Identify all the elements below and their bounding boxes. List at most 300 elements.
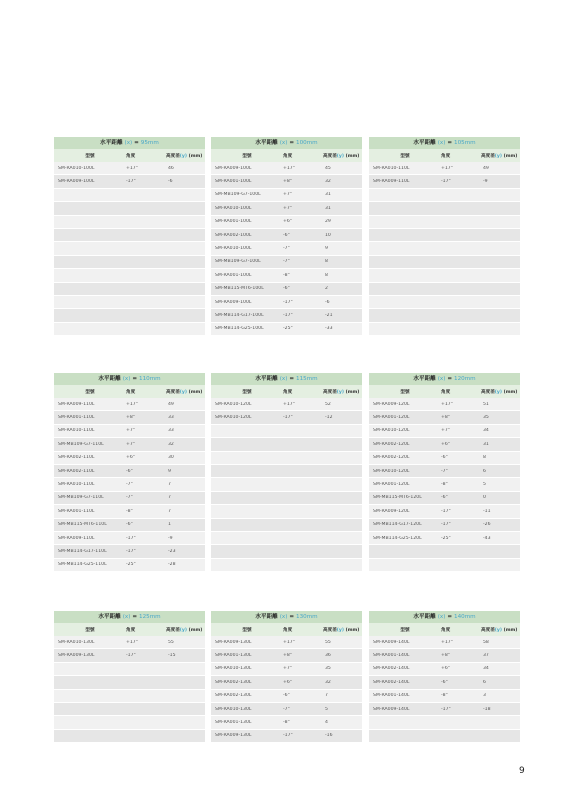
cell-angle: -8° [441,482,448,488]
table-row [54,202,205,215]
table-row [54,323,205,336]
table-header [369,623,520,636]
cell-angle: -7° [126,495,133,501]
table-row [369,411,520,424]
header-model: 型號 [400,153,410,159]
table-row [369,465,520,478]
cell-height: 4 [325,720,328,726]
cell-height: -15 [168,653,176,659]
cell-model: SM-MB114-G17-100L [215,312,264,318]
header-model: 型號 [242,153,252,159]
cell-height: -23 [168,548,176,554]
header-model: 型號 [400,627,410,633]
header-height: 高度差(y) (mm) [323,153,360,159]
table-body [54,398,205,572]
cell-height: 8 [325,272,328,278]
cell-height: -43 [483,535,491,541]
cell-angle: -6° [441,495,448,501]
table-row [54,175,205,188]
cell-model: SM-RA001-130L [215,720,252,726]
cell-height: 6 [483,468,486,474]
table-row [54,505,205,518]
cell-height: 55 [168,639,174,645]
cell-angle: +6° [441,666,451,672]
table-row [211,465,362,478]
table-row [54,296,205,309]
cell-height: 35 [325,666,331,672]
table-row [369,663,520,676]
cell-model: SM-RA001-100L [215,219,252,225]
table-row [54,730,205,743]
cell-angle: -8° [441,693,448,699]
distance-table [369,373,520,572]
cell-height: 32 [325,179,331,185]
table-row [211,545,362,558]
cell-angle: +7° [283,192,293,198]
table-row [211,256,362,269]
cell-height: 34 [483,666,489,672]
cell-height: 33 [168,428,174,434]
table-row [54,545,205,558]
table-title: 水平距離 (x) = 140mm [369,611,520,623]
table-title: 水平距離 (x) = 100mm [211,137,362,149]
table-row [211,716,362,729]
cell-height: 33 [168,415,174,421]
table-row [369,229,520,242]
distance-table [211,373,362,572]
cell-angle: -6° [283,286,290,292]
table-row [211,398,362,411]
table-row [211,636,362,649]
cell-model: SM-RA009-100L [215,299,252,305]
cell-model: SM-RA010-120L [215,401,252,407]
cell-model: SM-MB109-G7-110L [58,441,104,447]
table-body [369,636,520,743]
cell-angle: +6° [126,455,136,461]
cell-angle: -6° [441,679,448,685]
table-row [369,730,520,743]
cell-angle: +17° [283,401,295,407]
cell-height: 52 [325,401,331,407]
cell-height: 51 [483,401,489,407]
table-row [211,559,362,572]
table-row [211,730,362,743]
table-row [54,649,205,662]
cell-model: SM-MB114-G25-100L [215,326,264,332]
table-row [211,202,362,215]
cell-model: SM-RA001-140L [373,693,410,699]
table-row [211,663,362,676]
header-angle: 角度 [441,153,451,159]
cell-height: 34 [483,428,489,434]
table-row [54,425,205,438]
cell-angle: +17° [441,165,453,171]
cell-angle: -7° [126,482,133,488]
cell-angle: -17° [441,522,451,528]
cell-angle: -25° [441,535,451,541]
cell-height: 31 [325,205,331,211]
cell-model: SM-RA010-110L [58,482,95,488]
table-header [369,149,520,162]
table-body [211,162,362,336]
cell-angle: +7° [441,428,451,434]
cell-angle: -17° [283,299,293,305]
table-title: 水平距離 (x) = 110mm [54,373,205,385]
cell-height: 31 [325,192,331,198]
cell-height: 5 [325,706,328,712]
cell-height: 36 [325,653,331,659]
table-row [369,703,520,716]
table-row [211,519,362,532]
cell-height: -26 [483,522,491,528]
cell-angle: +17° [126,401,138,407]
cell-angle: -17° [126,653,136,659]
distance-table [54,611,205,743]
table-row [54,636,205,649]
table-row [211,269,362,282]
table-row [369,269,520,282]
cell-model: SM-RA009-110L [58,401,95,407]
table-row [54,676,205,689]
cell-angle: +7° [283,205,293,211]
cell-height: 49 [168,401,174,407]
cell-model: SM-RA002-110L [58,468,95,474]
table-body [369,398,520,572]
cell-height: 7 [168,482,171,488]
header-model: 型號 [242,627,252,633]
table-row [211,649,362,662]
cell-height: 45 [325,165,331,171]
cell-height: 7 [325,693,328,699]
cell-angle: -6° [441,455,448,461]
cell-model: SM-RA010-110L [58,428,95,434]
table-row [369,216,520,229]
table-row [54,398,205,411]
table-row [54,242,205,255]
distance-table [54,373,205,572]
cell-angle: -17° [441,179,451,185]
table-row [54,438,205,451]
cell-height: -33 [325,326,333,332]
table-body [369,162,520,336]
table-row [369,519,520,532]
table-body [211,398,362,572]
header-model: 型號 [85,389,95,395]
table-row [54,162,205,175]
cell-model: SM-RA001-100L [215,179,252,185]
table-row [369,452,520,465]
table-row [369,636,520,649]
cell-model: SM-RA009-100L [58,179,95,185]
cell-angle: -8° [126,508,133,514]
table-row [211,478,362,491]
cell-height: -18 [483,706,491,712]
table-row [211,296,362,309]
table-row [54,465,205,478]
cell-height: 7 [168,495,171,501]
header-model: 型號 [85,627,95,633]
table-row [54,690,205,703]
table-row [211,703,362,716]
cell-angle: -8° [283,272,290,278]
cell-model: SM-RA009-130L [215,733,252,739]
table-body [54,636,205,743]
cell-model: SM-RA010-120L [373,468,410,474]
table-row [369,505,520,518]
cell-height: -12 [325,415,333,421]
cell-height: 32 [325,679,331,685]
table-row [211,438,362,451]
cell-model: SM-RA001-120L [373,482,410,488]
cell-model: SM-RA002-140L [373,666,410,672]
table-row [211,283,362,296]
cell-height: 29 [325,219,331,225]
table-row [211,676,362,689]
cell-height: 6 [483,679,486,685]
table-row [54,309,205,322]
cell-model: SM-MB109-G7-110L [58,495,104,501]
cell-model: SM-RA002-100L [215,232,252,238]
cell-angle: +7° [126,441,136,447]
table-row [369,676,520,689]
table-row [211,452,362,465]
cell-height: -11 [483,508,491,514]
header-height: 高度差(y) (mm) [323,627,360,633]
cell-angle: +6° [283,679,293,685]
cell-model: SM-MB115-MT6-110L [58,522,107,528]
cell-angle: -7° [283,246,290,252]
header-model: 型號 [85,153,95,159]
cell-model: SM-RA009-120L [373,401,410,407]
cell-model: SM-RA010-100L [215,205,252,211]
cell-height: 55 [325,639,331,645]
cell-angle: -17° [283,312,293,318]
table-row [54,269,205,282]
cell-model: SM-MB115-MT6-100L [215,286,264,292]
distance-table [54,137,205,336]
table-row [369,296,520,309]
table-row [211,690,362,703]
cell-angle: -6° [283,693,290,699]
header-angle: 角度 [441,389,451,395]
table-row [54,716,205,729]
cell-model: SM-MB109-G7-100L [215,192,261,198]
cell-angle: -17° [126,535,136,541]
cell-model: SM-RA001-120L [373,415,410,421]
cell-height: 1 [168,522,171,528]
cell-height: 9 [325,246,328,252]
cell-model: SM-RA010-110L [373,165,410,171]
table-header [54,623,205,636]
page-number: 9 [519,766,525,776]
table-row [211,323,362,336]
table-header [211,149,362,162]
cell-height: 49 [483,165,489,171]
cell-height: -6 [325,299,330,305]
cell-angle: +17° [126,165,138,171]
table-title: 水平距離 (x) = 125mm [54,611,205,623]
table-row [54,703,205,716]
header-height: 高度差(y) (mm) [166,389,203,395]
cell-model: SM-RA010-100L [58,165,95,171]
cell-model: SM-RA001-130L [215,653,252,659]
table-row [369,478,520,491]
table-row [369,283,520,296]
table-row [211,242,362,255]
cell-angle: -17° [126,179,136,185]
cell-height: 2 [325,286,328,292]
table-title: 水平距離 (x) = 130mm [211,611,362,623]
cell-angle: +8° [283,653,293,659]
cell-angle: +17° [283,639,295,645]
cell-model: SM-RA002-140L [373,679,410,685]
header-height: 高度差(y) (mm) [166,153,203,159]
cell-angle: +17° [441,639,453,645]
table-row [369,189,520,202]
table-row [211,309,362,322]
table-row [369,256,520,269]
cell-angle: -25° [283,326,293,332]
cell-model: SM-RA010-130L [58,639,95,645]
cell-angle: -17° [126,548,136,554]
header-angle: 角度 [126,389,136,395]
table-row [211,532,362,545]
cell-angle: -8° [283,720,290,726]
cell-model: SM-RA009-130L [58,653,95,659]
table-row [369,716,520,729]
cell-angle: +17° [126,639,138,645]
cell-model: SM-RA002-120L [373,455,410,461]
header-angle: 角度 [283,153,293,159]
header-height: 高度差(y) (mm) [481,153,518,159]
cell-angle: -6° [283,232,290,238]
table-row [54,663,205,676]
cell-model: SM-RA009-100L [215,165,252,171]
table-header [211,385,362,398]
header-height: 高度差(y) (mm) [166,627,203,633]
cell-angle: +8° [441,415,451,421]
cell-model: SM-RA001-140L [373,653,410,659]
distance-table [211,137,362,336]
table-row [369,545,520,558]
cell-model: SM-RA010-130L [215,666,252,672]
cell-model: SM-RA002-130L [215,679,252,685]
cell-model: SM-RA009-110L [58,535,95,541]
table-row [211,189,362,202]
table-row [369,532,520,545]
table-row [369,175,520,188]
table-row [369,309,520,322]
table-row [211,162,362,175]
table-row [54,452,205,465]
cell-height: -28 [168,562,176,568]
table-header [211,623,362,636]
cell-angle: -17° [441,706,451,712]
table-row [54,478,205,491]
table-row [54,411,205,424]
header-angle: 角度 [441,627,451,633]
table-row [211,425,362,438]
table-header [54,385,205,398]
table-row [211,492,362,505]
cell-angle: -7° [283,259,290,265]
cell-height: -9 [168,535,173,541]
table-row [369,690,520,703]
cell-height: 8 [325,259,328,265]
cell-height: 35 [483,415,489,421]
table-header [54,149,205,162]
cell-model: SM-RA010-100L [215,246,252,252]
cell-height: 0 [483,495,486,501]
cell-height: 3 [483,693,486,699]
cell-model: SM-RA010-120L [215,415,252,421]
cell-angle: +8° [441,653,451,659]
header-model: 型號 [400,389,410,395]
table-row [54,532,205,545]
cell-model: SM-MB114-G25-110L [58,562,107,568]
cell-height: -6 [168,179,173,185]
cell-model: SM-RA002-120L [373,441,410,447]
cell-angle: -6° [126,468,133,474]
cell-height: 32 [168,441,174,447]
table-row [211,216,362,229]
cell-model: SM-RA010-130L [215,706,252,712]
header-height: 高度差(y) (mm) [481,627,518,633]
table-row [211,411,362,424]
cell-model: SM-RA009-120L [373,508,410,514]
table-row [369,323,520,336]
cell-model: SM-MB114-G25-120L [373,535,422,541]
cell-height: -9 [483,179,488,185]
cell-angle: +17° [283,165,295,171]
cell-angle: -7° [283,706,290,712]
cell-angle: -7° [441,468,448,474]
table-title: 水平距離 (x) = 105mm [369,137,520,149]
header-angle: 角度 [126,153,136,159]
header-angle: 角度 [283,389,293,395]
cell-angle: -6° [126,522,133,528]
table-title: 水平距離 (x) = 95mm [54,137,205,149]
table-row [369,438,520,451]
cell-height: 10 [325,232,331,238]
header-model: 型號 [242,389,252,395]
distance-table [211,611,362,743]
table-row [54,229,205,242]
cell-angle: -25° [126,562,136,568]
cell-height: 30 [168,455,174,461]
cell-model: SM-RA001-100L [215,272,252,278]
table-title: 水平距離 (x) = 115mm [211,373,362,385]
cell-height: 5 [483,482,486,488]
table-title: 水平距離 (x) = 120mm [369,373,520,385]
table-header [369,385,520,398]
cell-model: SM-RA002-110L [58,455,95,461]
cell-height: 9 [168,468,171,474]
distance-table [369,137,520,336]
cell-model: SM-MB109-G7-100L [215,259,261,265]
cell-angle: +8° [126,415,136,421]
cell-model: SM-RA001-110L [58,508,95,514]
cell-model: SM-RA010-120L [373,428,410,434]
table-row [54,189,205,202]
cell-model: SM-RA009-140L [373,706,410,712]
cell-model: SM-MB115-MT6-120L [373,495,422,501]
cell-model: SM-RA009-130L [215,639,252,645]
cell-angle: +8° [283,179,293,185]
cell-height: -16 [325,733,333,739]
table-row [369,559,520,572]
cell-angle: +6° [283,219,293,225]
